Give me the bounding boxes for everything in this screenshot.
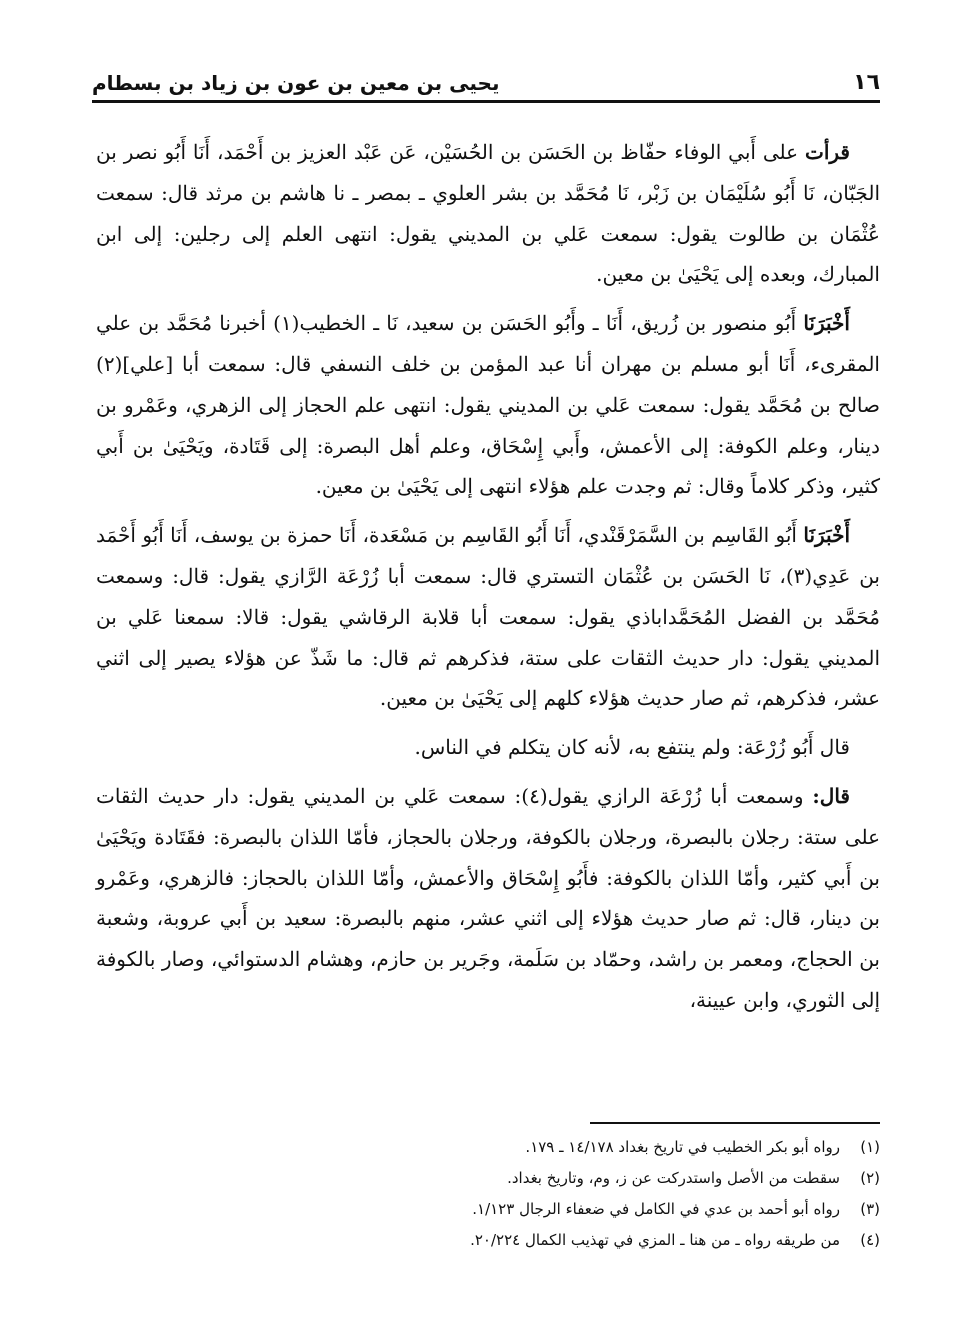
footnote-number: (٣) (860, 1200, 880, 1218)
footnote-1 (96, 1132, 880, 1163)
paragraph-body: على أَبي الوفاء حفّاظ بن الحَسَن بن الحُسَيْن، عَن عَبْد العزيز بن أَحْمَد، أَنَا أَبُو نصر بن الجَبّان، نَا أَبُو سُلَيْمَان بن زَبْر، نَا مُحَمَّد بن بشر العلوي ـ بمصر ـ نا هاشم بن مرثد قال: سمعت عُثْمَان بن طالوت يقول: سمعت عَلي بن المديني يقول: انتهى العلم إلى رجلين: إلى ابن المبارك، وبعده إلى يَحْيَىٰ بن معين. (96, 140, 880, 287)
paragraph-lead: قرأت (805, 140, 850, 164)
main-text (96, 132, 880, 1029)
footnote-number: (٢) (860, 1169, 880, 1187)
paragraph-lead: قال: (812, 783, 850, 808)
footnotes (96, 1132, 880, 1256)
footnote-text: رواه أبو بكر الخطيب في تاريخ بغداد ١٤/١٧٨ ـ ١٧٩. (525, 1138, 840, 1156)
footnote-text: سقطت من الأصل واستدركت عن ز، وم، وتاريخ بغداد. (507, 1169, 840, 1187)
footnote-rule (590, 1122, 880, 1124)
paragraph-lead: أَخْبَرَنَا (803, 523, 850, 548)
footnote-3 (96, 1194, 880, 1225)
footnote-text: رواه أبو أحمد بن عدي في الكامل في ضعفاء الرجال ١/١٢٣. (472, 1200, 840, 1218)
paragraph-body: أَبُو منصور بن زُريق، أَنَا ـ وأَبُو الحَسَن بن سعيد، نَا ـ الخطيب(١) أخبرنا مُحَمَّد بن علي المقرىء، أَنَا أبو مسلم بن مهران أنا عبد المؤمن بن خلف النسفي قال: سمعت أبا [علي](٢) صالح بن مُحَمَّد يقول: سمعت عَلي بن المديني يقول: انتهى علم الحجاز إلى الزهري، وعَمْرو بن دينار، وعلم الكوفة: إلى الأعمش، وأَبي إِسْحَاق، وعلم أهل البصرة: إلى قَتَادة، ويَحْيَىٰ بن أَبي كثير، وذكر كلاماً وقال: ثم وجدت علم هؤلاء انتهى إلى يَحْيَىٰ بن معين. (96, 311, 880, 499)
footnote-2 (96, 1163, 880, 1194)
paragraph-1 (96, 132, 880, 295)
paragraph-body: قال أَبُو زُرْعَة: ولم ينتفع به، لأنه كان يتكلم في الناس. (414, 735, 850, 760)
footnote-number: (٤) (860, 1231, 880, 1249)
footnote-text: من طريقه رواه ـ من هنا ـ المزي في تهذيب الكمال ٢٠/٢٢٤. (470, 1231, 840, 1249)
paragraph-body: وسمعت أبا زُرْعَة الرازي يقول(٤): سمعت عَلي بن المديني يقول: دار حديث الثقات على ستة: رجلان بالبصرة، ورجلان بالكوفة، ورجلان بالحجاز، فأمّا اللذان بالبصرة: فقَتَادة ويَحْيَىٰ بن أَبي كثير، وأمّا اللذان بالكوفة: فأَبُو إِسْحَاق والأعمش، وأمّا اللذان بالحجاز: فالزهري، وعَمْرو بن دينار، قال: ثم صار حديث هؤلاء إلى اثني عشر، منهم بالبصرة: سعيد بن أَبي عروبة، وشعبة بن الحجاج، ومعمر بن راشد، وحمّاد بن سَلَمة، وجَرير بن حازم، وهشام الدستوائي، وصار بالكوفة إلى الثوري، وابن عيينة، (96, 783, 880, 1012)
page-number: ١٦ (853, 70, 880, 95)
running-header (92, 58, 880, 98)
paragraph-lead: أَخْبَرَنَا (803, 311, 850, 336)
paragraph-3 (96, 515, 880, 719)
footnote-4 (96, 1225, 880, 1256)
header-rule (92, 100, 880, 103)
footnote-number: (١) (860, 1138, 880, 1156)
paragraph-5 (96, 776, 880, 1021)
paragraph-2 (96, 303, 880, 507)
paragraph-4 (96, 727, 880, 768)
running-title: يحيى بن معين بن عون بن زياد بن بسطام (92, 71, 500, 95)
paragraph-body: أَبُو القَاسِم بن السَّمَرْقَنْدي، أَنَا أَبُو القَاسِم بن مَسْعَدة، أَنَا حمزة بن يوسف، أَنَا أَبُو أَحْمَد بن عَدِي(٣)، نَا الحَسَن بن عُثْمَان التستري قال: سمعت أبا زُرْعَة الرَّازي يقول: قال: وسمعت مُحَمَّد بن الفضل المُحَمَّداباذي يقول: سمعت أبا قلابة الرقاشي يقول: قالا: سمعنا عَلي بن المديني يقول: دار حديث الثقات على ستة، فذكرهم ثم قال: ما شَذّ عن هؤلاء يصير إلى اثني عشر، فذكرهم، ثم صار حديث هؤلاء كلهم إلى يَحْيَىٰ بن معين. (96, 523, 880, 711)
